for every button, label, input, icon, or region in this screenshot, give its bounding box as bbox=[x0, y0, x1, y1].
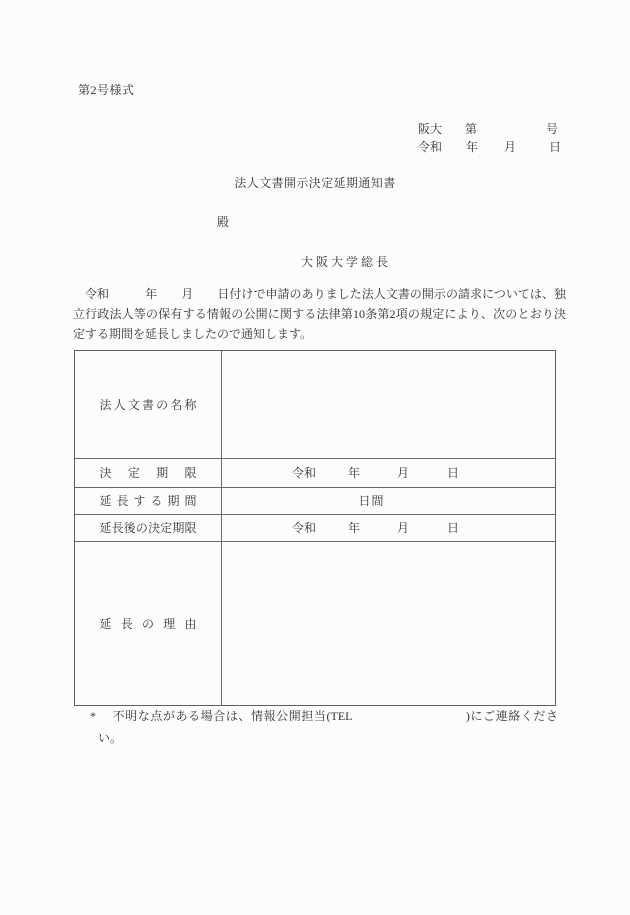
era-label: 令和 bbox=[292, 466, 317, 480]
label-cell-document-name bbox=[75, 351, 222, 458]
day-label: 日 bbox=[447, 521, 460, 535]
decision-deadline-label: 決定期限 bbox=[99, 466, 197, 480]
extension-reason-blank bbox=[222, 542, 555, 705]
doc-number-org: 阪大 bbox=[418, 122, 443, 136]
month-label: 月 bbox=[397, 521, 410, 535]
footnote-marker: * bbox=[90, 709, 96, 723]
label-cell-extended-deadline bbox=[75, 515, 222, 541]
form-number-label: 第2号様式 bbox=[78, 83, 135, 97]
day-label: 日 bbox=[549, 140, 562, 154]
document-title: 法人文書開示決定延期通知書 bbox=[234, 176, 396, 190]
footnote bbox=[90, 705, 558, 749]
month-label: 月 bbox=[504, 140, 517, 154]
row-extended-deadline bbox=[75, 514, 555, 541]
era-label: 令和 bbox=[418, 140, 443, 154]
row-document-name bbox=[75, 351, 555, 458]
extension-reason-label: 延長の理由 bbox=[99, 616, 197, 631]
month-label: 月 bbox=[397, 466, 410, 480]
body-paragraph: 令和 年 月 日付けで申請のありました法人文書の開示の請求については、独立行政法人等の保有する情報の公開に関する法律第10条第2項の規定により、次のとおり決定する期間を延長しましたので通知します。 bbox=[73, 287, 566, 341]
footnote-text: 不明な点がある場合は、情報公開担当(TEL )にご連絡ください。 bbox=[98, 709, 558, 745]
decision-deadline-date-blank bbox=[222, 459, 555, 487]
year-label: 年 bbox=[348, 521, 361, 535]
document-name-blank bbox=[222, 351, 555, 458]
year-label: 年 bbox=[348, 466, 361, 480]
day-label: 日 bbox=[447, 466, 460, 480]
extension-period-label: 延長する期間 bbox=[99, 494, 197, 508]
doc-number-suffix: 号 bbox=[546, 122, 559, 136]
days-unit-label: 日間 bbox=[358, 494, 385, 508]
label-cell-extension-period bbox=[75, 488, 222, 514]
row-extension-reason bbox=[75, 541, 555, 705]
addressee-honorific: 殿 bbox=[217, 215, 230, 229]
document-name-label: 法人文書の名称 bbox=[99, 397, 197, 412]
era-label: 令和 bbox=[292, 521, 317, 535]
label-cell-extension-reason bbox=[75, 542, 222, 705]
extended-deadline-label: 延長後の決定期限 bbox=[99, 521, 197, 535]
issue-date-line bbox=[418, 141, 561, 159]
label-cell-decision-deadline bbox=[75, 459, 222, 487]
doc-number-prefix: 第 bbox=[465, 122, 478, 136]
document-number-line bbox=[418, 123, 561, 141]
notice-table bbox=[74, 350, 556, 706]
year-label: 年 bbox=[466, 140, 479, 154]
document-number-block bbox=[418, 123, 561, 159]
row-extension-period bbox=[75, 487, 555, 514]
sender-title: 大阪大学総長 bbox=[301, 255, 392, 269]
extension-period-blank bbox=[222, 488, 555, 514]
extended-deadline-date-blank bbox=[222, 515, 555, 541]
row-decision-deadline bbox=[75, 458, 555, 487]
